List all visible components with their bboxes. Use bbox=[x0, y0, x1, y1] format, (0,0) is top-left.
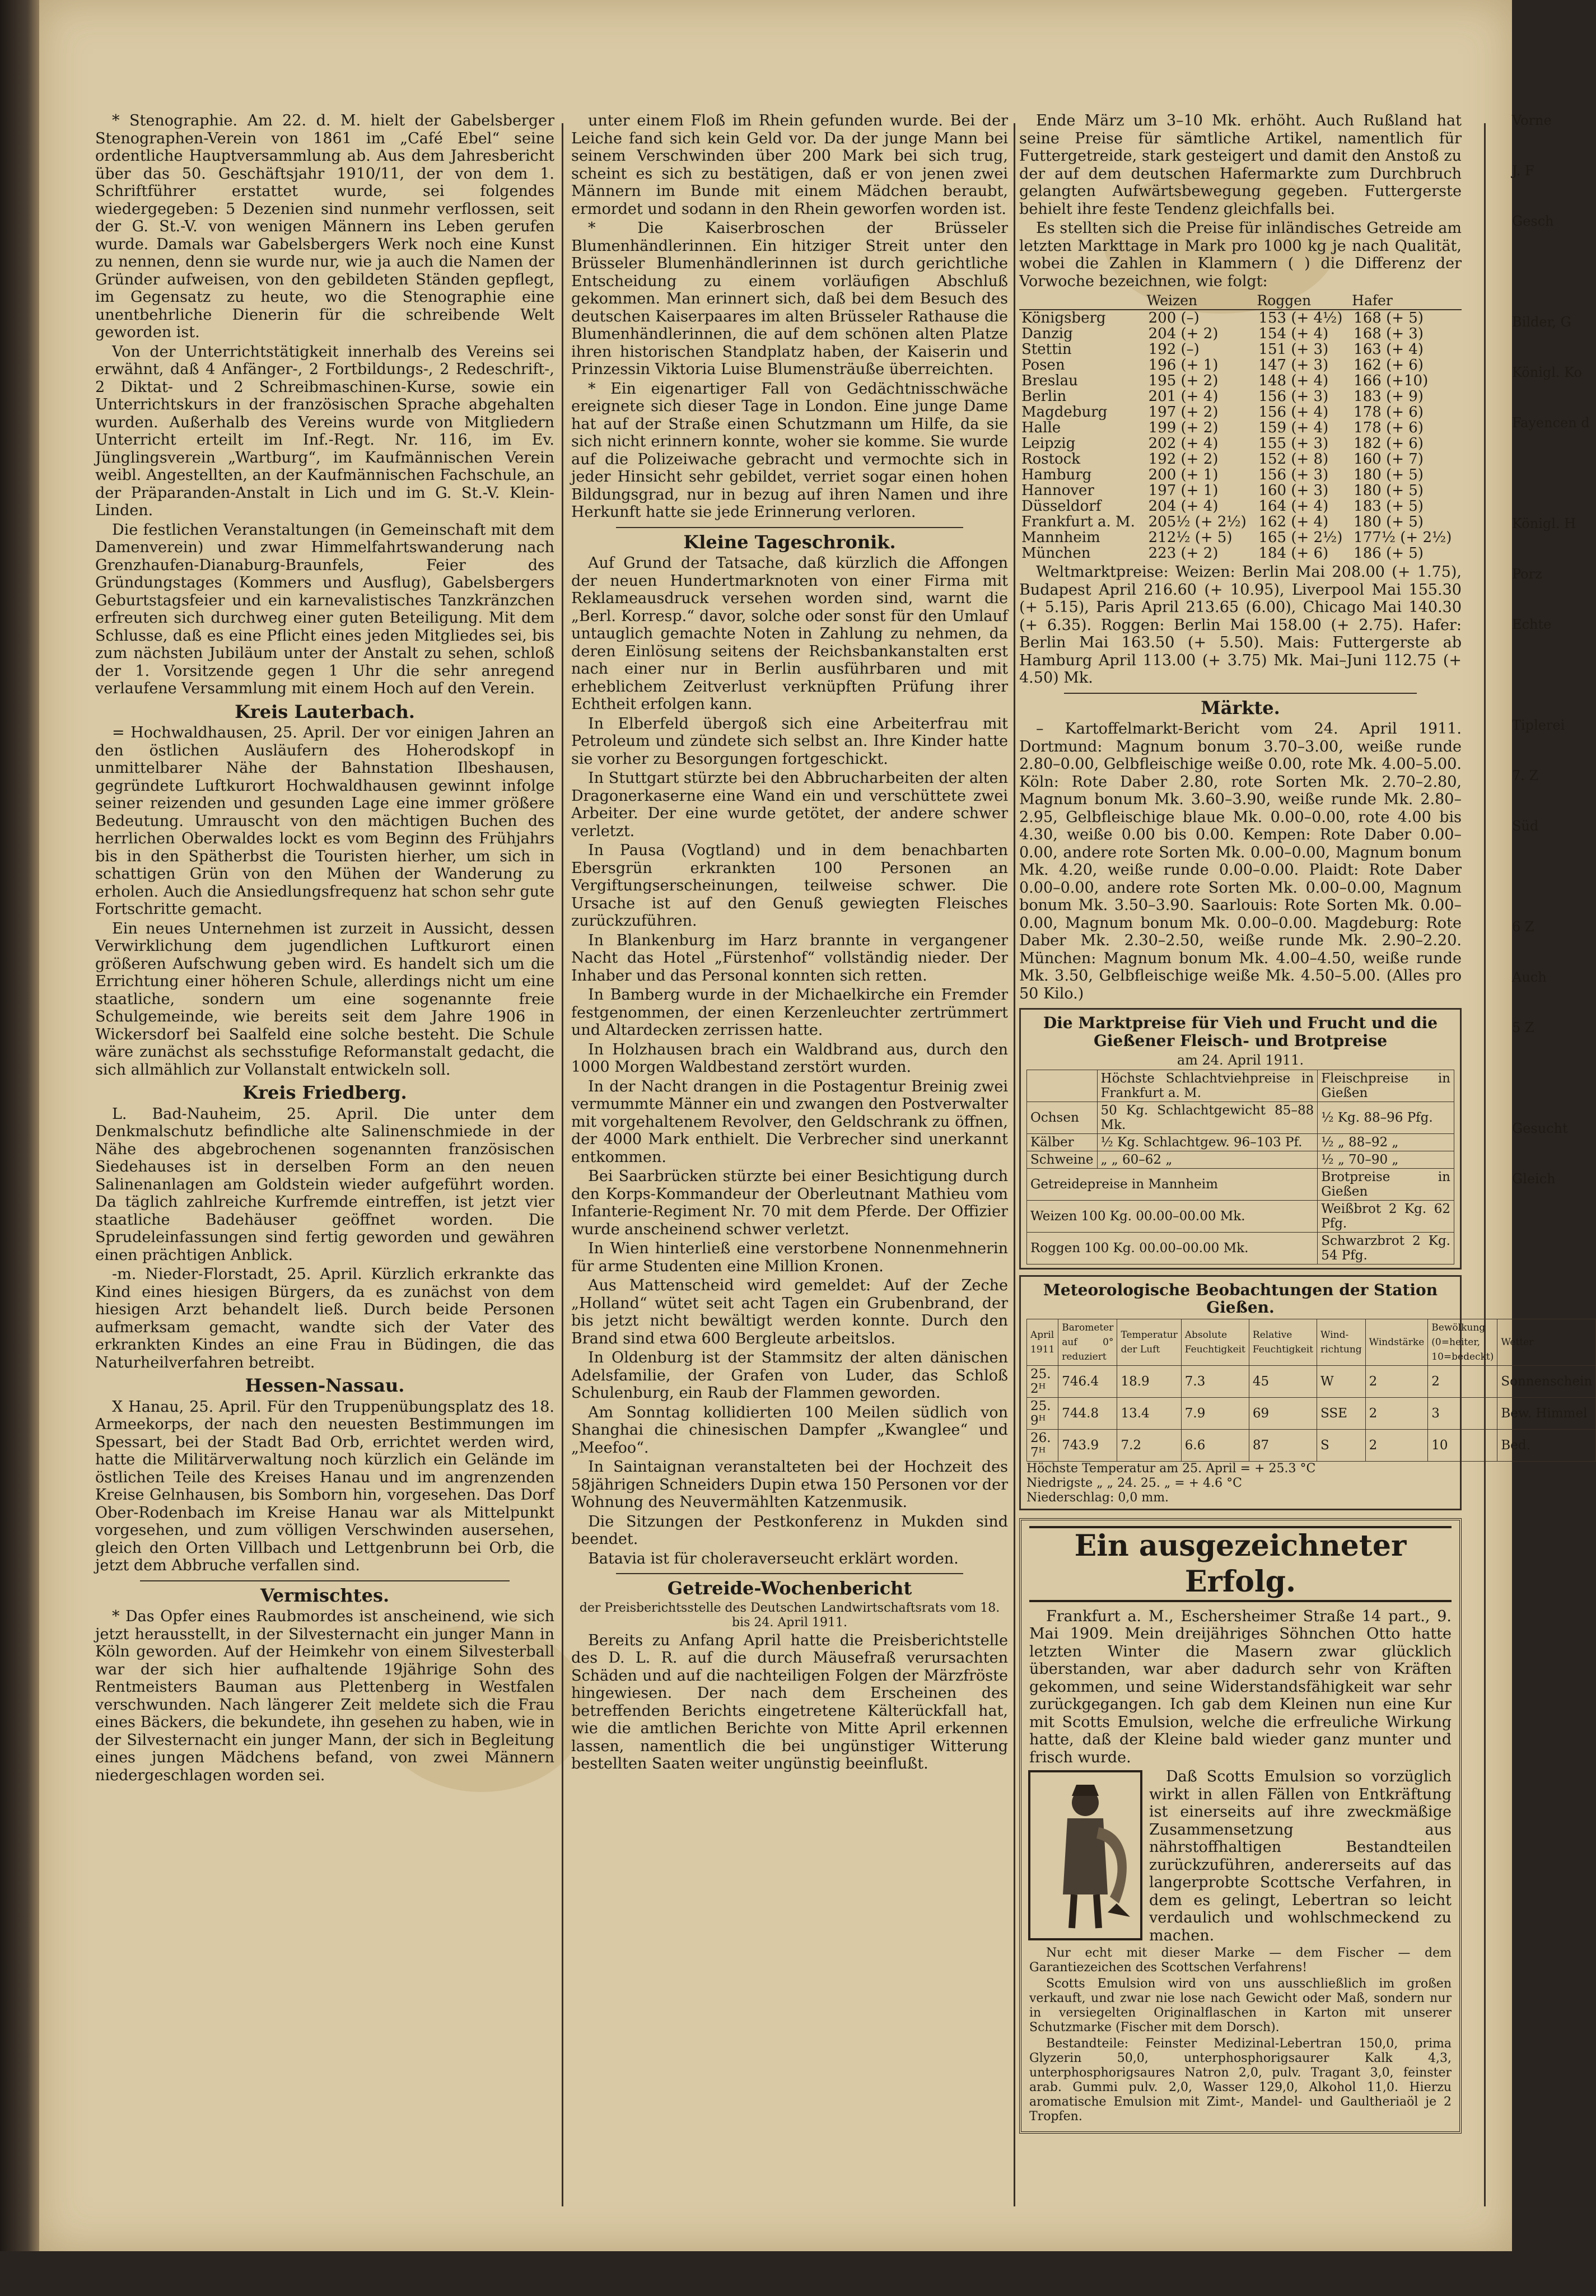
livestock-cell: ½ „ 70–90 „ bbox=[1318, 1151, 1454, 1168]
price-row bbox=[1019, 467, 1462, 483]
price-cell: 202 (+ 4) bbox=[1148, 435, 1219, 452]
weather-cell: 25. 2ᴴ bbox=[1027, 1365, 1058, 1397]
grid-header bbox=[1027, 1070, 1098, 1102]
city-name: Magdeburg bbox=[1021, 404, 1108, 421]
chronicle-item: Aus Mattenscheid wird gemeldet: Auf der Zeche „Holland“ wütet seit acht Tagen ein Grubenbrand, der bis jetzt nicht bewältigt werden konnte. Durch den Brand sind etwa 600 Bergleute arbeitslos. bbox=[571, 1277, 1008, 1347]
price-cell: 212½ (+ 5) bbox=[1148, 529, 1233, 546]
price-row bbox=[1019, 389, 1462, 404]
chronicle-item: Am Sonntag kollidierten 100 Meilen südlich von Shanghai die chinesischen Dampfer „Kwanglee“ und „Meefoo“. bbox=[571, 1403, 1008, 1457]
city-name: Mannheim bbox=[1021, 529, 1100, 546]
price-cell: 164 (+ 4) bbox=[1258, 498, 1329, 515]
livestock-row bbox=[1027, 1133, 1454, 1151]
price-cell: 154 (+ 4) bbox=[1258, 325, 1329, 342]
chronicle-item: In Bamberg wurde in der Michaelkirche ein Fremder festgenommen, der einen Kerzenleuchter zertrümmert und Altardecken zerrissen hatte. bbox=[571, 986, 1008, 1039]
price-row bbox=[1019, 451, 1462, 467]
livestock-cell: ½ Kg. 88–96 Pfg. bbox=[1318, 1102, 1454, 1133]
divider bbox=[140, 1580, 510, 1581]
price-cell: 182 (+ 6) bbox=[1354, 435, 1424, 452]
weather-header: Relative Feuchtigkeit bbox=[1249, 1319, 1317, 1365]
price-cell: 205½ (+ 2½) bbox=[1148, 514, 1247, 530]
price-cell: 197 (+ 2) bbox=[1148, 404, 1219, 421]
price-cell: 159 (+ 4) bbox=[1258, 419, 1329, 436]
city-name: München bbox=[1021, 545, 1091, 562]
cut-off-ad-text: Gesucht bbox=[1512, 1121, 1568, 1136]
livestock-cell: Schweine bbox=[1027, 1151, 1098, 1168]
article-stenographie: * Stenographie. Am 22. d. M. hielt der Gabelsberger Stenographen-Verein von 1861 im „Café Ebel“ seine ordentliche Hauptversammlung ab. Aus dem Jahresbericht über das 50. Geschäftsjahr 1910/11, der von dem 1. Schriftführer erstattet wurde, sei folgendes wiedergegeben: 5 Dezenien sind nunmehr verflossen, seit der G. St.-V. von wenigen Männern ins Leben gerufen wurde. Damals war Gabelsbergers Werk noch eine Kunst zu nennen, denn sie wurde nur, wie ja auch die Namen der Gründer aufweisen, von den gebildeten Ständen gepflegt, im Gegensatz zu heute, wo die Stenographie eine unentbehrliche Dienerin für die schreibende Welt geworden ist. bbox=[95, 112, 554, 341]
chronicle-item: In Holzhausen brach ein Waldbrand aus, durch den 1000 Morgen Waldbestand zerstört wurden. bbox=[571, 1040, 1008, 1076]
price-cell: 168 (+ 5) bbox=[1354, 310, 1424, 326]
price-cell: 223 (+ 2) bbox=[1148, 545, 1219, 562]
price-row bbox=[1019, 342, 1462, 357]
cut-off-ad-text: Königl. Ko bbox=[1512, 365, 1582, 380]
price-cell: 148 (+ 4) bbox=[1258, 372, 1329, 389]
section-heading-hessen-nassau: Hessen-Nassau. bbox=[245, 1375, 405, 1396]
article-bad-nauheim: L. Bad-Nauheim, 25. April. Die unter dem Denkmalschutz befindliche alte Salinenschmiede in der Nähe des abgebrochenen sogenannten französischen Siedehauses ist in derselben Form an den neuen Salinenanlagen am Goldstein wieder aufgeführt worden. Da täglich zahlreiche Kurfremde eintreffen, ist jetzt vier staatliche Badehäuser geöffnet worden. Die Sprudeleinfassungen sind fertig geworden und gewähren einen prächtigen Anblick. bbox=[95, 1105, 554, 1264]
cut-off-ad-text: Auch bbox=[1512, 969, 1547, 985]
city-name: Frankfurt a. M. bbox=[1021, 514, 1135, 530]
price-row bbox=[1019, 373, 1462, 389]
getreide-report: Bereits zu Anfang April hatte die Preisberichtstelle des D. L. R. auf die durch Mäusefraß verursachten Schäden und auf die nachteiligen Folgen der Märzfröste hingewiesen. Der nach dem Erscheinen des betreffenden Berichts eingetretene Kälterückfall hat, wie die amtlichen Berichte von Mitte April erkennen lassen, namentlich die bei ungünstiger Witterung bestellten Saaten weiter ungünstig beeinflußt. bbox=[571, 1631, 1008, 1772]
livestock-cell: ½ Kg. Schlachtgew. 96–103 Pf. bbox=[1097, 1133, 1318, 1151]
weather-header: Wetter bbox=[1497, 1319, 1596, 1365]
weather-header: Wind-richtung bbox=[1317, 1319, 1366, 1365]
cut-off-ad-text: Bilder, G bbox=[1512, 314, 1571, 330]
livestock-table bbox=[1026, 1070, 1454, 1264]
chronicle-item: Batavia ist für choleraverseucht erklärt worden. bbox=[588, 1550, 959, 1567]
price-header: Hafer bbox=[1351, 292, 1462, 310]
price-cell: 197 (+ 1) bbox=[1148, 482, 1219, 499]
divider bbox=[1064, 693, 1417, 694]
livestock-cell: „ „ 60–62 „ bbox=[1097, 1151, 1318, 1168]
getreide-report-continued: Ende März um 3–10 Mk. erhöht. Auch Rußland hat seine Preise für sämtliche Artikel, namentlich für Futtergetreide, stark gesteigert und damit den Anstoß zu der auf dem deutschen Hafermarkte zum Durchbruch gelangten Aufwärtsbewegung gegeben. Futtergerste behielt ihre feste Tendenz gleichfalls bei. bbox=[1019, 112, 1462, 218]
price-cell: 180 (+ 5) bbox=[1354, 466, 1424, 483]
weather-cell: 45 bbox=[1249, 1365, 1317, 1397]
price-cell: 147 (+ 3) bbox=[1258, 357, 1329, 374]
cut-off-ad-text: 5 Z bbox=[1512, 1020, 1534, 1035]
price-cell: 177½ (+ 2½) bbox=[1354, 529, 1452, 546]
city-name: Hamburg bbox=[1021, 466, 1092, 483]
column-rule bbox=[1014, 123, 1015, 2206]
weather-title: Meteorologische Beobachtungen der Station Gießen. bbox=[1043, 1280, 1438, 1317]
price-row bbox=[1019, 498, 1462, 514]
price-cell: 152 (+ 8) bbox=[1258, 451, 1329, 468]
price-table-body bbox=[1019, 310, 1462, 561]
ad-body: Daß Scotts Emulsion so vorzüglich wirkt in allen Fällen von Entkräftung ist einerseits auf ihre zweckmäßige Zusammensetzung aus nährstoffhaltigen Bestandteilen zurückzuführen, andererseits auf das langerprobte Scottsche Verfahren, in dem es gelingt, Lebertran so leicht verdaulich und wohlschmeckend zu machen. bbox=[1149, 1768, 1452, 1944]
price-cell: 180 (+ 5) bbox=[1354, 514, 1424, 530]
cut-off-ad-text: Gesch bbox=[1512, 213, 1554, 229]
price-cell: 162 (+ 4) bbox=[1258, 514, 1329, 530]
column-1 bbox=[95, 112, 554, 2218]
weather-cell: W bbox=[1317, 1365, 1366, 1397]
chronicle-item: In Blankenburg im Harz brannte in vergangener Nacht das Hotel „Fürstenhof“ vollständig nieder. Der Inhaber und das Personal konnten sich retten. bbox=[571, 931, 1008, 984]
chronicle-item: In Stuttgart stürzte bei den Abbrucharbeiten der alten Dragonerkaserne eine Wand ein und verschüttete zwei Arbeiter. Der eine wurde getötet, der andere schwer verletzt. bbox=[571, 769, 1008, 840]
price-cell: 201 (+ 4) bbox=[1148, 388, 1219, 405]
price-row bbox=[1019, 530, 1462, 545]
price-cell: 199 (+ 2) bbox=[1148, 419, 1219, 436]
article-hanau: X Hanau, 25. April. Für den Truppenübungsplatz des 18. Armeekorps, der nach den neuesten Bestimmungen im Spessart, bei der Stadt Bad Orb, errichtet werden wird, hatte die Militärverwaltung noch kürzlich ein Gelände im östlichen Teile des Kreises Hanau und im angrenzenden Kreise Gelnhausen, bis Somborn hin, vorgesehen. Das Dorf Ober-Rodenbach im Kreise Hanau war als Mittelpunkt vorgesehen, und zum völligen Verschwinden ausersehen, gleich den Orten Villbach und Lettgenbrunn bei Orb, die jetzt dem Abbruche verfallen sind. bbox=[95, 1398, 554, 1574]
article-kaiserbroschen: * Die Kaiserbroschen der Brüsseler Blumenhändlerinnen. Ein hitziger Streit unter den Brüsseler Blumenhändlerinnen ist durch gerichtliche Entscheidung zu einem vorläufigen Abschluß gekommen. Man erinnert sich, daß bei dem Besuch des deutschen Kaiserpaares im alten Brüsseler Rathause die Blumenhändlerinnen, die auf dem schönen alten Platze ihren historischen Standplatz haben, der Kaiserin und Prinzessin Viktoria Luise Blumensträuße überreichten. bbox=[571, 220, 1008, 378]
weather-cell: 7.3 bbox=[1181, 1365, 1249, 1397]
price-row bbox=[1019, 483, 1462, 498]
column-rule bbox=[562, 123, 563, 2206]
bread-row: Schwarzbrot 2 Kg. 54 Pfg. bbox=[1318, 1232, 1454, 1264]
city-name: Hannover bbox=[1021, 482, 1094, 499]
price-cell: 165 (+ 2½) bbox=[1258, 529, 1343, 546]
weather-cell: 2 bbox=[1365, 1397, 1428, 1429]
livestock-cell: 50 Kg. Schlachtgewicht 85–88 Mk. bbox=[1097, 1102, 1318, 1133]
price-cell: 204 (+ 4) bbox=[1148, 498, 1219, 515]
book-spine bbox=[0, 0, 39, 2251]
weather-cell: 7.2 bbox=[1117, 1429, 1181, 1461]
city-name: Berlin bbox=[1021, 388, 1067, 405]
article-text: Von der Unterrichtstätigkeit innerhalb des Vereins sei erwähnt, daß 4 Anfänger-, 2 Fortbildungs-, 2 Redeschrift-, 2 Diktat- und 2 Schreibmaschinen-Kurse, sowie ein Unterrichtskurs in der französischen Sprache abgehalten wurden. Außerhalb des Vereins wurde von Mitgliedern Unterricht erteilt im Inf.-Regt. Nr. 116, im Ev. Jünglingsverein „Wartburg“, im Kaufmännischen Verein weibl. Angestellten, an der Kaufmännischen Fachschule, an der Präparanden-Anstalt in Lich und im G. St.-V. Klein-Linden. bbox=[95, 343, 554, 519]
article-gedaechtnis: * Ein eigenartiger Fall von Gedächtnisschwäche ereignete sich dieser Tage in London. Eine junge Dame hat auf der Straße einen Schutzmann um Hilfe, da sie sich nicht erinnern konnte, woher sie komme. Sie wurde auf die Polizeiwache gebracht und vermochte sich in jeder Hinsicht sehr gebildet, verriet sogar einen hohen Bildungsgrad, nur in bezug auf ihren Namen und ihre Herkunft hatte sie jede Erinnerung verloren. bbox=[571, 380, 1008, 521]
price-cell: 180 (+ 5) bbox=[1354, 482, 1424, 499]
weather-cell: 7.9 bbox=[1181, 1397, 1249, 1429]
section-heading-vermischtes: Vermischtes. bbox=[260, 1584, 390, 1606]
price-cell: 162 (+ 6) bbox=[1354, 357, 1424, 374]
scotts-emulsion-ad bbox=[1019, 1518, 1462, 2134]
divider bbox=[616, 527, 963, 528]
potato-market-report: – Kartoffelmarkt-Bericht vom 24. April 1911. Dortmund: Magnum bonum 3.70–3.00, weiße runde 2.80–0.00, Gelbfleischige weiße 0.00, rote Mk. 4.00–5.00. Köln: Rote Daber 2.80, rote Sorten Mk. 2.70–2.80, Magnum bonum Mk. 3.60–3.90, weiße runde Mk. 2.80–2.95, Gelbfleischige blaue Mk. 0.00–0.00, rote 4.00 bis 4.30, weiße 0.00 bis 0.00. Kempen: Rote Daber 0.00–0.00, andere rote Sorten Mk. 0.00–0.00, Magnum bonum Mk. 4.20, weiße runde 0.00–0.00. Plaidt: Rote Daber 0.00–0.00, andere rote Sorten Mk. 0.00–0.00, Magnum bonum Mk. 3.50–3.90. Saarlouis: Rote Sorten Mk. 0.00–0.00, Magnum bonum Mk. 0.00–0.00. Magdeburg: Rote Daber Mk. 2.30–2.50, weiße runde Mk. 2.90–2.20. München: Magnum bonum Mk. 4.00–4.50, weiße runde Mk. 3.50, Gelbfleischige weiße Mk. 4.50–5.00. (Alles pro 50 Kilo.) bbox=[1019, 720, 1462, 1002]
weather-cell: 25. 9ᴴ bbox=[1027, 1397, 1058, 1429]
weather-cell: 10 bbox=[1428, 1429, 1497, 1461]
city-name: Rostock bbox=[1021, 451, 1080, 468]
chronicle-item: In Pausa (Vogtland) und in dem benachbarten Ebersgrün erkrankten 100 Personen an Vergiftungserscheinungen, teilweise schwer. Die Ursache ist auf den Genuß gewiegten Fleisches zurückzuführen. bbox=[571, 842, 1008, 930]
weather-header: Temperatur der Luft bbox=[1117, 1319, 1181, 1365]
weather-header: Windstärke bbox=[1365, 1319, 1428, 1365]
weather-precipitation: Niederschlag: 0,0 mm. bbox=[1026, 1490, 1169, 1505]
weather-cell: 87 bbox=[1249, 1429, 1317, 1461]
weather-cell: S bbox=[1317, 1429, 1366, 1461]
price-header: Weizen bbox=[1146, 292, 1257, 310]
price-row bbox=[1019, 420, 1462, 436]
article-raubmord: * Das Opfer eines Raubmordes ist anscheinend, wie sich jetzt herausstellt, in der Silvesternacht ein junger Mann in Köln geworden. Auf der Heimkehr von einem Silvesterball war der sich hier aufhaltende 19jährige Sohn des Rentmeisters Bauman aus Plettenberg in Westfalen verschwunden. Nach längerer Zeit meldete sich die Frau eines Bäckers, die bekundete, ihn gesehen zu haben, wie in der Silvesternacht ein junger Mann, der sich in Begleitung eines jungen Mädchens befand, von zwei Männern niedergeschlagen worden sei. bbox=[95, 1608, 554, 1784]
livestock-cell: Ochsen bbox=[1027, 1102, 1098, 1133]
cut-off-ad-text: Echte bbox=[1512, 617, 1552, 632]
livestock-body bbox=[1027, 1102, 1454, 1168]
fisher-with-cod-icon bbox=[1029, 1771, 1141, 1939]
ad-caption: Nur echt mit dieser Marke — dem Fischer — dem Garantiezeichen des Scottschen Verfahrens! bbox=[1029, 1946, 1452, 1975]
chronicle-item: In Wien hinterließ eine verstorbene Nonnenmehnerin für arme Studenten eine Million Kronen. bbox=[571, 1240, 1008, 1275]
weather-cell: 743.9 bbox=[1058, 1429, 1117, 1461]
weather-header: April 1911 bbox=[1027, 1319, 1058, 1365]
cut-off-ad-text: Tiplerei bbox=[1512, 717, 1565, 733]
weather-header: Barometer auf 0° reduziert bbox=[1058, 1319, 1117, 1365]
article-text: Ein neues Unternehmen ist zurzeit in Aussicht, dessen Verwirklichung dem jugendlichen Luftkurort einen größeren Aufschwung geben wird. Es handelt sich um die Errichtung einer höheren Schule, allerdings nicht um eine staatliche, sondern um eine sogenannte freie Schulgemeinde, wie bereits seit dem Jahre 1906 in Wickersdorf bei Saalfeld eine solche besteht. Die Schule wäre zunächst als sechsstufige Reformanstalt gedacht, die sich allmählich zur Vollanstalt entwickeln soll. bbox=[95, 920, 554, 1079]
weather-cell: Sonnenschein bbox=[1497, 1365, 1596, 1397]
price-row bbox=[1019, 436, 1462, 451]
cut-off-ad-text: 7. Z bbox=[1512, 768, 1539, 783]
city-name: Düsseldorf bbox=[1021, 498, 1102, 515]
section-heading-friedberg: Kreis Friedberg. bbox=[242, 1082, 407, 1103]
price-cell: 200 (–) bbox=[1148, 310, 1200, 326]
price-header bbox=[1019, 292, 1146, 310]
price-cell: 155 (+ 3) bbox=[1258, 435, 1329, 452]
price-cell: 178 (+ 6) bbox=[1354, 404, 1424, 421]
price-cell: 163 (+ 4) bbox=[1354, 341, 1424, 358]
price-cell: 204 (+ 2) bbox=[1148, 325, 1219, 342]
cut-off-ad-text: Porz bbox=[1512, 566, 1542, 582]
ad-notice: Scotts Emulsion wird von uns ausschließlich im großen verkauft, und zwar nie lose nach Gewicht oder Maß, sondern nur in versiegelten Originalflaschen in Karton mit unserer Schutzmarke (Fischer mit dem Dorsch). bbox=[1029, 1977, 1452, 2034]
chronicle-item: Die Sitzungen der Pestkonferenz in Mukden sind beendet. bbox=[571, 1513, 1008, 1548]
price-cell: 178 (+ 6) bbox=[1354, 419, 1424, 436]
weather-header: Absolute Feuchtigkeit bbox=[1181, 1319, 1249, 1365]
cut-off-ad-text: Fayencen d bbox=[1512, 415, 1590, 431]
article-text: Die festlichen Veranstaltungen (in Gemeinschaft mit dem Damenverein) und zwar Himmelfahrtswanderung nach Grenzhaufen-Dianaburg-Braunfels, Feier des Gründungstages (Kommers und Ausflug), Gabelsbergers Geburtstagsfeier und ein karnevalistisches Tanzkränzchen erfreuten sich durchweg einer guten Beteiligung. Mit dem Schlusse, daß es eine Pflicht eines jeden Mitgliedes sei, bis zum nächsten Jubiläum unter der Anstalt zu sehen, schloß der 1. Vorsitzende gegen 1 Uhr die sehr anregend verlaufene Versammlung mit einem Hoch auf den Verein. bbox=[95, 521, 554, 697]
city-name: Danzig bbox=[1021, 325, 1073, 342]
weather-cell: 18.9 bbox=[1117, 1365, 1181, 1397]
weather-cell: 13.4 bbox=[1117, 1397, 1181, 1429]
cut-off-ad-text: Königl. H bbox=[1512, 516, 1576, 531]
livestock-cell: Kälber bbox=[1027, 1133, 1098, 1151]
price-cell: 186 (+ 5) bbox=[1354, 545, 1424, 562]
section-heading-tageschronik: Kleine Tageschronik. bbox=[683, 531, 896, 553]
city-name: Breslau bbox=[1021, 372, 1078, 389]
grain-row: Roggen 100 Kg. 00.00–00.00 Mk. bbox=[1027, 1232, 1318, 1264]
price-cell: 156 (+ 4) bbox=[1258, 404, 1329, 421]
grid-header: Höchste Schlachtviehpreise in Frankfurt a. M. bbox=[1097, 1070, 1318, 1102]
price-cell: 156 (+ 3) bbox=[1258, 466, 1329, 483]
weather-cell: 3 bbox=[1428, 1397, 1497, 1429]
column-rule bbox=[1484, 123, 1486, 2206]
price-row bbox=[1019, 514, 1462, 530]
weather-cell: 746.4 bbox=[1058, 1365, 1117, 1397]
city-name: Leipzig bbox=[1021, 435, 1076, 452]
column-2 bbox=[571, 112, 1008, 2218]
price-cell: 151 (+ 3) bbox=[1258, 341, 1329, 358]
city-name: Königsberg bbox=[1021, 310, 1106, 326]
price-cell: 168 (+ 3) bbox=[1354, 325, 1424, 342]
price-cell: 160 (+ 7) bbox=[1354, 451, 1424, 468]
weather-cell: 744.8 bbox=[1058, 1397, 1117, 1429]
price-cell: 183 (+ 9) bbox=[1354, 388, 1424, 405]
weather-cell: 2 bbox=[1365, 1365, 1428, 1397]
cut-off-ad-text: Gleich bbox=[1512, 1171, 1556, 1187]
article-nieder-florstadt: -m. Nieder-Florstadt, 25. April. Kürzlich erkrankte das Kind eines hiesigen Bürgers, da es zunächst von dem hiesigen Arzt behandelt ließ. Durch beide Personen aufmerksam gemacht, wandte sich der Vater des erkrankten Kindes an eine Frau in Büdingen, die das Naturheilverfahren betreibt. bbox=[95, 1266, 554, 1371]
bread-label: Brotpreise in Gießen bbox=[1318, 1168, 1454, 1200]
price-cell: 192 (+ 2) bbox=[1148, 451, 1219, 468]
city-name: Halle bbox=[1021, 419, 1061, 436]
weather-cell: 2 bbox=[1428, 1365, 1497, 1397]
price-cell: 156 (+ 3) bbox=[1258, 388, 1329, 405]
price-cell: 184 (+ 6) bbox=[1258, 545, 1329, 562]
price-cell: 200 (+ 1) bbox=[1148, 466, 1219, 483]
city-name: Stettin bbox=[1021, 341, 1072, 358]
price-row bbox=[1019, 545, 1462, 561]
ad-ingredients: Bestandteile: Feinster Medizinal-Lebertran 150,0, prima Glyzerin 50,0, unterphosphorigsaurer Kalk 4,3, unterphosphorigsaures Natron 2,0, pulv. Tragant 3,0, feinster arab. Gummi pulv. 2,0, Wasser 129,0, Alkohol 11,0. Hierzu aromatische Emulsion mit Zimt-, Mandel- und Gaultheriaöl je 2 Tropfen. bbox=[1029, 2037, 1452, 2124]
price-cell: 166 (+10) bbox=[1354, 372, 1429, 389]
grain-label: Getreidepreise in Mannheim bbox=[1027, 1168, 1318, 1200]
divider bbox=[616, 1573, 963, 1574]
cut-off-ad-text: Süd bbox=[1512, 818, 1539, 834]
grid-header: Fleischpreise in Gießen bbox=[1318, 1070, 1454, 1102]
chronicle-item: In Elberfeld übergoß sich eine Arbeiterfrau mit Petroleum und zündete sich selbst an. Ihre Kinder hatte sie vorher zu Besorgungen fortgeschickt. bbox=[571, 715, 1008, 768]
market-box-title: Die Marktpreise für Vieh und Frucht und die Gießener Fleisch- und Brotpreise bbox=[1043, 1014, 1438, 1050]
getreide-subtitle: der Preisberichtsstelle des Deutschen Landwirtschaftsrats vom 18. bis 24. April 1911. bbox=[579, 1600, 1000, 1630]
weather-max-temp: Höchste Temperatur am 25. April = + 25.3 °C bbox=[1026, 1461, 1316, 1476]
weather-cell: 6.6 bbox=[1181, 1429, 1249, 1461]
price-cell: 195 (+ 2) bbox=[1148, 372, 1219, 389]
grain-price-table bbox=[1019, 292, 1462, 561]
price-row bbox=[1019, 310, 1462, 326]
weather-cell: Bew. Himmel bbox=[1497, 1397, 1596, 1429]
market-box-date: am 24. April 1911. bbox=[1177, 1052, 1304, 1068]
price-header: Roggen bbox=[1256, 292, 1351, 310]
chronicle-item: Bei Saarbrücken stürzte bei einer Besichtigung durch den Korps-Kommandeur der Oberleutnant Mathieu vom Infanterie-Regiment Nr. 70 mit dem Pferde. Der Offizier wurde anscheinend schwer verletzt. bbox=[571, 1168, 1008, 1238]
section-heading-maerkte: Märkte. bbox=[1201, 697, 1280, 718]
section-heading-getreide: Getreide-Wochenbericht bbox=[667, 1578, 912, 1599]
weather-box bbox=[1019, 1275, 1593, 1510]
price-intro: Es stellten sich die Preise für inländisches Getreide am letzten Markttage in Mark pro 1000 kg je nach Qualität, wobei die Zahlen in Klammern ( ) die Differenz der Vorwoche bezeichnen, wie folgt: bbox=[1019, 220, 1462, 290]
city-name: Posen bbox=[1021, 357, 1065, 374]
article-text: unter einem Floß im Rhein gefunden wurde. Bei der Leiche fand sich kein Geld vor. Da der junge Mann bei seinem Verschwinden über 200 Mark bei sich trug, scheint es sich zu bestätigen, daß er von jenen zwei Männern im Bunde mit einem Mädchen beraubt, ermordet und sodann in den Rhein geworfen worden ist. bbox=[571, 112, 1008, 218]
price-row bbox=[1019, 357, 1462, 373]
cut-off-ad-text: J. F bbox=[1512, 163, 1534, 179]
price-cell: 192 (–) bbox=[1148, 341, 1200, 358]
chronicle-item: In der Nacht drangen in die Postagentur Breinig zwei vermummte Männer ein und zwangen den Postverwalter mit vorgehaltenem Revolver, den Geldschrank zu öffnen, der 4000 Mark enthielt. Die Verbrecher sind unerkannt entkommen. bbox=[571, 1077, 1009, 1166]
price-row bbox=[1019, 404, 1462, 420]
section-heading-lauterbach: Kreis Lauterbach. bbox=[235, 701, 415, 722]
chronicle-item: Auf Grund der Tatsache, daß kürzlich die Affongen der neuen Hundertmarknoten von einer Firma mit Reklameausdruck versehen worden sind, warnt die „Berl. Korresp.“ davor, solche oder sonst für den Umlauf untauglich gemachte Noten in Zahlung zu nehmen, da deren Einlösung seitens der Reichsbankanstalten erst nach einer nur in Berlin ausführbaren und mit erheblichem Zeitverlust verknüpften Prüfung ihrer Echtheit erfolgen kann. bbox=[571, 554, 1008, 713]
livestock-row bbox=[1027, 1151, 1454, 1168]
cut-off-ad-text: 6 Z bbox=[1512, 919, 1534, 935]
weather-cell: 2 bbox=[1365, 1429, 1428, 1461]
price-cell: 183 (+ 5) bbox=[1354, 498, 1424, 515]
price-cell: 153 (+ 4½) bbox=[1258, 310, 1343, 326]
weather-cell: Bed. bbox=[1497, 1429, 1596, 1461]
bread-row: Weißbrot 2 Kg. 62 Pfg. bbox=[1318, 1200, 1454, 1232]
ad-headline: Ein ausgezeichneter Erfolg. bbox=[1029, 1526, 1452, 1602]
article-hochwaldhausen: = Hochwaldhausen, 25. April. Der vor einigen Jahren an den östlichen Ausläufern des Hoherodskopf in unmittelbarer Nähe der Bahnstation Ilbeshausen, gegründete Luftkurort Hochwaldhausen gewinnt infolge seiner reizenden und gesunden Lage eine immer größere Bedeutung. Umrauscht von den mächtigen Buchen des herrlichen Oberwaldes lockt es vom Beginn des Frühjahrs bis in den Spätherbst die Touristen hierher, um sich in schattigen Grün von den Mühen der Wanderung zu erholen. Auch die Ansiedlungsfrequenz hat schon sehr gute Fortschritte gemacht. bbox=[95, 724, 554, 918]
livestock-row bbox=[1027, 1102, 1454, 1133]
chronicle-item: In Oldenburg ist der Stammsitz der alten dänischen Adelsfamilie, der Grafen von Luder, das Schloß Schulenburg, ein Raub der Flammen geworden. bbox=[571, 1349, 1008, 1402]
cut-off-ad-text: Vorne bbox=[1512, 113, 1552, 128]
price-cell: 160 (+ 3) bbox=[1258, 482, 1329, 499]
livestock-cell: ½ „ 88–92 „ bbox=[1318, 1133, 1454, 1151]
price-cell: 196 (+ 1) bbox=[1148, 357, 1219, 374]
market-prices-box bbox=[1019, 1008, 1462, 1270]
weather-cell: SSE bbox=[1317, 1397, 1366, 1429]
weather-min-temp: Niedrigste „ „ 24. 25. „ = + 4.6 °C bbox=[1026, 1476, 1242, 1490]
weather-cell: 69 bbox=[1249, 1397, 1317, 1429]
weather-header: Bewölkung (0=heiter, 10=bedeckt) bbox=[1428, 1319, 1497, 1365]
chronicle-item: In Saintaignan veranstalteten bei der Hochzeit des 58jährigen Schneiders Dupin etwa 150 Personen vor der Wohnung des Neuvermählten Katzenmusik. bbox=[571, 1458, 1008, 1511]
ad-testimonial: Frankfurt a. M., Eschersheimer Straße 14 part., 9. Mai 1909. Mein dreijähriges Söhnchen Otto hatte letzten Winter die Masern zwar glücklich überstanden, war aber dadurch sehr von Kräften gekommen, und seine Widerstandsfähigkeit war sehr zurückgegangen. Ich gab dem Kleinen nun eine Kur mit Scotts Emulsion, welche die erfreuliche Wirkung hatte, daß der Kleine bald wieder ganz munter und frisch wurde. bbox=[1029, 1607, 1452, 1766]
weather-cell: 26. 7ᴴ bbox=[1027, 1429, 1058, 1461]
world-market-prices: Weltmarktpreise: Weizen: Berlin Mai 208.00 (+ 1.75), Budapest April 216.60 (+ 10.95), Liverpool Mai 155.30 (+ 5.15), Paris April 213.65 (6.00), Chicago Mai 140.30 (+ 6.35). Roggen: Berlin Mai 158.00 (+ 2.75). Hafer: Berlin Mai 163.50 (+ 5.50). Mais: Futtergerste ab Hamburg April 113.00 (+ 3.75) Mk. Mai–Juni 112.75 (+ 4.50) Mk. bbox=[1019, 563, 1462, 687]
price-row bbox=[1019, 326, 1462, 342]
grain-row: Weizen 100 Kg. 00.00–00.00 Mk. bbox=[1027, 1200, 1318, 1232]
